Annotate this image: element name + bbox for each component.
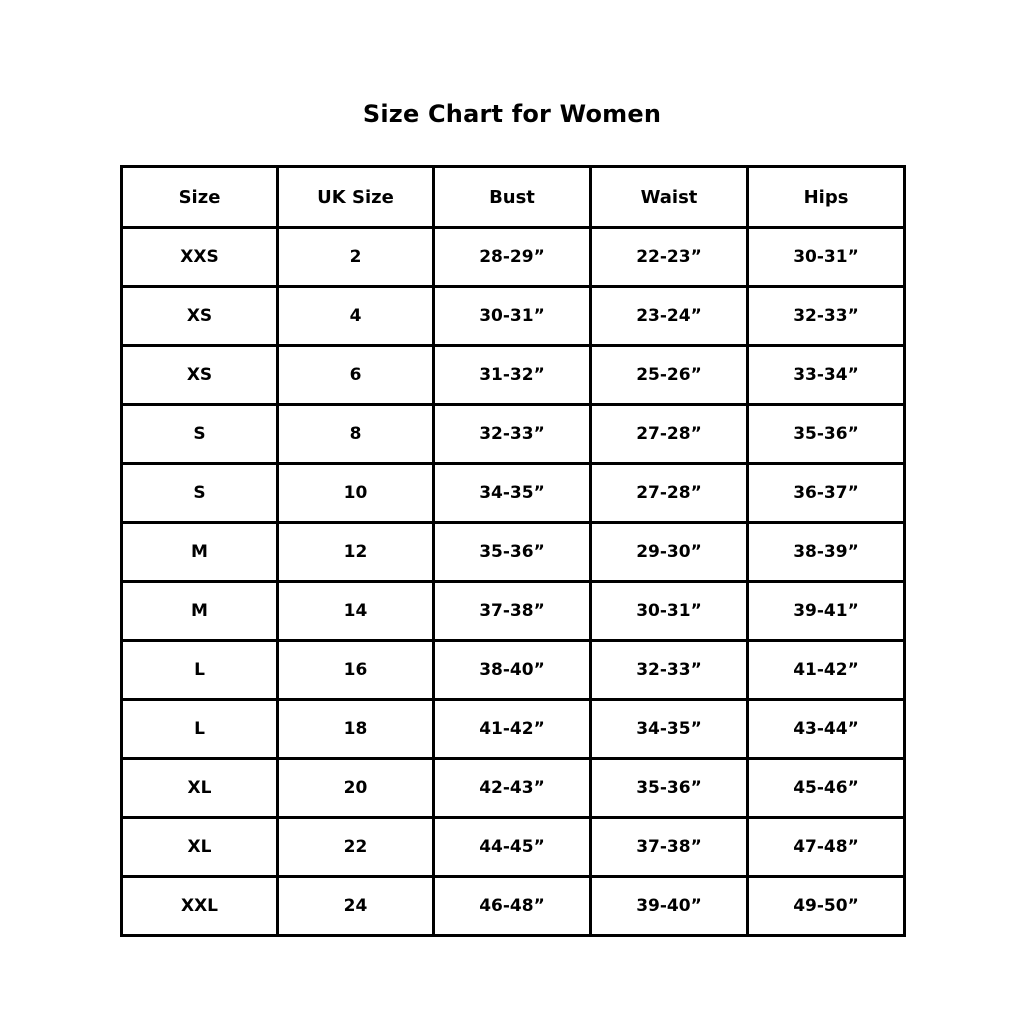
cell-uk-size: 20 — [278, 759, 434, 818]
cell-waist: 29-30” — [591, 523, 748, 582]
table-header-row — [122, 167, 905, 228]
cell-waist: 30-31” — [591, 582, 748, 641]
cell-uk-size: 22 — [278, 818, 434, 877]
cell-waist: 27-28” — [591, 464, 748, 523]
cell-bust: 34-35” — [434, 464, 591, 523]
cell-waist: 25-26” — [591, 346, 748, 405]
cell-size: M — [122, 582, 278, 641]
table-row — [122, 405, 905, 464]
cell-bust: 31-32” — [434, 346, 591, 405]
cell-waist: 34-35” — [591, 700, 748, 759]
column-header-uk-size: UK Size — [278, 167, 434, 228]
cell-hips: 32-33” — [748, 287, 905, 346]
cell-size: L — [122, 641, 278, 700]
cell-size: XS — [122, 287, 278, 346]
cell-waist: 35-36” — [591, 759, 748, 818]
cell-hips: 35-36” — [748, 405, 905, 464]
cell-bust: 41-42” — [434, 700, 591, 759]
cell-waist: 32-33” — [591, 641, 748, 700]
table-row — [122, 818, 905, 877]
cell-size: XXL — [122, 877, 278, 936]
table-row — [122, 700, 905, 759]
table-row — [122, 523, 905, 582]
cell-uk-size: 18 — [278, 700, 434, 759]
table-body — [122, 228, 905, 936]
table-row — [122, 346, 905, 405]
cell-bust: 38-40” — [434, 641, 591, 700]
cell-hips: 43-44” — [748, 700, 905, 759]
cell-uk-size: 4 — [278, 287, 434, 346]
cell-size: S — [122, 464, 278, 523]
table-row — [122, 287, 905, 346]
cell-bust: 30-31” — [434, 287, 591, 346]
cell-hips: 38-39” — [748, 523, 905, 582]
cell-hips: 41-42” — [748, 641, 905, 700]
cell-bust: 46-48” — [434, 877, 591, 936]
cell-hips: 39-41” — [748, 582, 905, 641]
table-row — [122, 877, 905, 936]
page-title: Size Chart for Women — [362, 100, 662, 128]
cell-uk-size: 10 — [278, 464, 434, 523]
cell-bust: 44-45” — [434, 818, 591, 877]
cell-hips: 33-34” — [748, 346, 905, 405]
column-header-bust: Bust — [434, 167, 591, 228]
cell-size: S — [122, 405, 278, 464]
table-row — [122, 641, 905, 700]
cell-uk-size: 14 — [278, 582, 434, 641]
cell-size: XS — [122, 346, 278, 405]
column-header-waist: Waist — [591, 167, 748, 228]
column-header-hips: Hips — [748, 167, 905, 228]
cell-hips: 47-48” — [748, 818, 905, 877]
table-header — [122, 167, 905, 228]
table-row — [122, 228, 905, 287]
cell-hips: 45-46” — [748, 759, 905, 818]
cell-uk-size: 8 — [278, 405, 434, 464]
cell-size: M — [122, 523, 278, 582]
table-row — [122, 759, 905, 818]
table-row — [122, 464, 905, 523]
cell-waist: 37-38” — [591, 818, 748, 877]
cell-uk-size: 2 — [278, 228, 434, 287]
cell-waist: 39-40” — [591, 877, 748, 936]
cell-uk-size: 16 — [278, 641, 434, 700]
cell-bust: 28-29” — [434, 228, 591, 287]
cell-waist: 22-23” — [591, 228, 748, 287]
size-chart-table-container — [120, 165, 903, 937]
cell-waist: 23-24” — [591, 287, 748, 346]
cell-bust: 37-38” — [434, 582, 591, 641]
cell-uk-size: 6 — [278, 346, 434, 405]
size-chart-table — [120, 165, 906, 937]
cell-uk-size: 12 — [278, 523, 434, 582]
table-row — [122, 582, 905, 641]
cell-bust: 42-43” — [434, 759, 591, 818]
cell-hips: 49-50” — [748, 877, 905, 936]
cell-waist: 27-28” — [591, 405, 748, 464]
cell-size: XXS — [122, 228, 278, 287]
cell-size: XL — [122, 818, 278, 877]
cell-uk-size: 24 — [278, 877, 434, 936]
cell-size: L — [122, 700, 278, 759]
cell-bust: 35-36” — [434, 523, 591, 582]
cell-size: XL — [122, 759, 278, 818]
cell-bust: 32-33” — [434, 405, 591, 464]
cell-hips: 30-31” — [748, 228, 905, 287]
cell-hips: 36-37” — [748, 464, 905, 523]
column-header-size: Size — [122, 167, 278, 228]
